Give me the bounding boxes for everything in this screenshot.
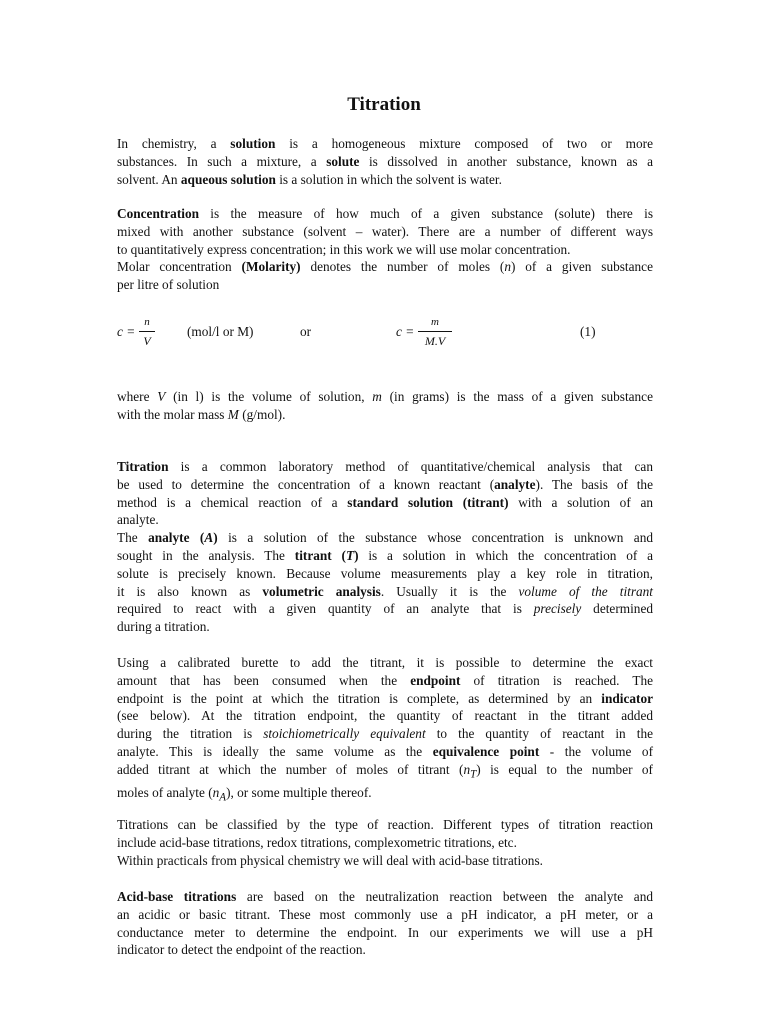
text-line: include acid-base titrations, redox titrations, complexometric titrations, etc. xyxy=(117,834,517,850)
text-line: to quantitatively express concentration; in this work we will use molar concentration. xyxy=(117,241,571,257)
text-line: it is also known as volumetric analysis. Usually it is the volume of the titrant xyxy=(117,583,653,599)
text-line: Acid-base titrations are based on the neutralization reaction between the analyte and xyxy=(117,889,653,904)
denominator: M.V xyxy=(424,334,446,348)
text-line: amount that has been consumed when the endpoint of titration is reached. The xyxy=(117,672,653,688)
text-line: analyte. This is ideally the same volume as the equivalence point - the volume of xyxy=(117,743,654,759)
equation-or: or xyxy=(300,324,312,339)
text-line: during the titration is stoichiometrically equivalent to the quantity of reactant in the xyxy=(117,726,653,742)
text-line: with the molar mass M (g/mol). xyxy=(117,406,286,422)
text-line: be used to determine the concentration of a known reactant (analyte). The basis of the xyxy=(117,476,653,492)
text-line: analyte. xyxy=(117,512,159,528)
text-line: where V (in l) is the volume of solution, m (in grams) is the mass of a given substance xyxy=(117,389,653,404)
text-line: method is a chemical reaction of a standard solution (titrant) with a solution of an xyxy=(117,494,653,510)
text-line: The analyte (A) is a solution of the substance whose concentration is unknown and xyxy=(117,530,653,546)
equation-units: (mol/l or M) xyxy=(187,324,254,339)
equation-number: (1) xyxy=(580,324,596,339)
fraction-bar xyxy=(418,331,452,332)
text-line: Within practicals from physical chemistry we will deal with acid-base titrations. xyxy=(117,852,543,868)
text-line: Molar concentration (Molarity) denotes the number of moles (n) of a given substance xyxy=(117,259,653,275)
numerator: n xyxy=(144,316,150,328)
text-line: added titrant at which the number of moles of titrant $(n_T)$ is equal to the number of xyxy=(117,761,653,781)
text-line: per litre of solution xyxy=(117,277,220,293)
paragraph-acid-base xyxy=(117,888,653,959)
text-line: solute is precisely known. Because volume measurements play a key role in titration, xyxy=(117,565,653,581)
equation-molarity xyxy=(117,316,657,356)
text-line: In chemistry, a solution is a homogeneous mixture composed of two or more xyxy=(117,136,653,151)
paragraph-concentration xyxy=(117,205,653,294)
text-line: Titration is a common laboratory method of quantitative/chemical analysis that can xyxy=(117,459,653,474)
text-line: sought in the analysis. The titrant (T) is a solution in which the concentration of a xyxy=(117,547,653,563)
equation-lhs: c = xyxy=(396,324,415,339)
text-line: mixed with another substance (solvent – water). There are a number of different ways xyxy=(117,223,653,239)
page-title: Titration xyxy=(347,94,421,115)
text-line: solvent. An aqueous solution is a solution in which the solvent is water. xyxy=(117,171,502,187)
text-line: Using a calibrated burette to add the titrant, it is possible to determine the exact xyxy=(117,655,653,670)
paragraph-classification xyxy=(117,816,653,869)
text-line: endpoint is the point at which the titration is complete, as determined by an indicator xyxy=(117,690,653,706)
paragraph-solution xyxy=(117,135,653,188)
text-line: required to react with a given quantity of an analyte that is precisely determined xyxy=(117,601,653,617)
paragraph-endpoint xyxy=(117,654,653,808)
denominator: V xyxy=(143,334,151,348)
text-line: Concentration is the measure of how much of a given substance (solute) there is xyxy=(117,206,653,221)
paragraph-where xyxy=(117,388,653,424)
fraction-m-over-mv xyxy=(418,316,452,348)
text-line: substances. In such a mixture, a solute is dissolved in another substance, known as a xyxy=(117,153,654,169)
text-line: during a titration. xyxy=(117,619,210,635)
equation-lhs: c = xyxy=(117,324,136,339)
text-line: moles of analyte $(n_A)$, or some multiple thereof. xyxy=(117,785,372,804)
fraction-n-over-v xyxy=(139,316,155,348)
text-line: Titrations can be classified by the type of reaction. Different types of titration reaction xyxy=(117,817,653,832)
text-line: an acidic or basic titrant. These most commonly use a pH indicator, a pH meter, or a xyxy=(117,906,653,922)
text-line: indicator to detect the endpoint of the reaction. xyxy=(117,942,366,958)
text-line: (see below). At the titration endpoint, the quantity of reactant in the titrant added xyxy=(117,708,653,724)
numerator: m xyxy=(431,316,439,328)
fraction-bar xyxy=(139,331,155,332)
paragraph-titration xyxy=(117,458,653,636)
text-line: conductance meter to determine the endpoint. In our experiments we will use a pH xyxy=(117,924,653,940)
